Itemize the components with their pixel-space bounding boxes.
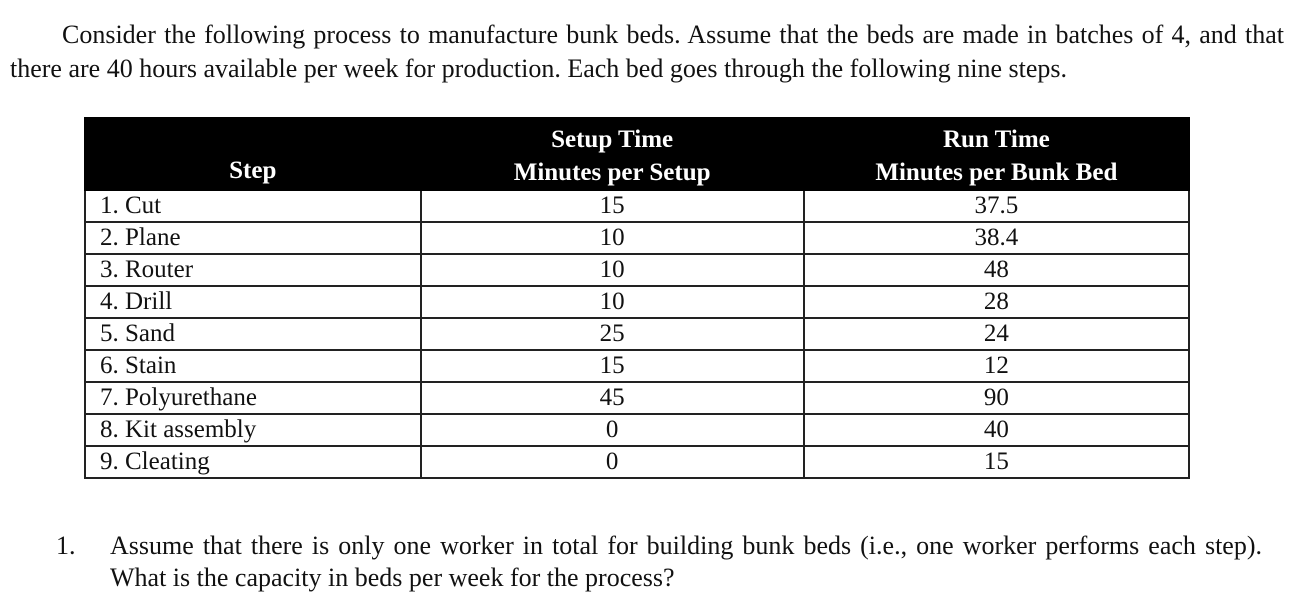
- cell-setup: 10: [421, 286, 804, 318]
- cell-run: 28: [804, 286, 1189, 318]
- cell-step: 2. Plane: [85, 222, 421, 254]
- table-row: [85, 318, 1189, 350]
- cell-setup: 10: [421, 254, 804, 286]
- cell-run: 37.5: [804, 190, 1189, 222]
- process-steps-table: [84, 117, 1190, 479]
- question-text: Assume that there is only one worker in total for building bunk beds (i.e., one worker performs each step). What is the capacity in beds per week for the process?: [110, 531, 1262, 592]
- cell-step: 4. Drill: [85, 286, 421, 318]
- cell-step: 9. Cleating: [85, 446, 421, 478]
- cell-step: 5. Sand: [85, 318, 421, 350]
- cell-setup: 45: [421, 382, 804, 414]
- header-step: [85, 118, 421, 190]
- cell-setup: 25: [421, 318, 804, 350]
- cell-setup: 15: [421, 350, 804, 382]
- cell-setup: 0: [421, 414, 804, 446]
- header-step-label: Step: [229, 157, 277, 184]
- cell-run: 90: [804, 382, 1189, 414]
- cell-run: 40: [804, 414, 1189, 446]
- cell-run: 38.4: [804, 222, 1189, 254]
- header-run-line2: Minutes per Bunk Bed: [875, 159, 1118, 186]
- table-row: [85, 222, 1189, 254]
- cell-step: 3. Router: [85, 254, 421, 286]
- table-row: [85, 414, 1189, 446]
- cell-run: 48: [804, 254, 1189, 286]
- cell-step: 1. Cut: [85, 190, 421, 222]
- cell-setup: 0: [421, 446, 804, 478]
- header-run-line1: Run Time: [942, 126, 1050, 153]
- header-setup-line1: Setup Time: [551, 126, 674, 153]
- table-header: [85, 118, 1189, 190]
- table-row: [85, 446, 1189, 478]
- table-row: [85, 190, 1189, 222]
- cell-setup: 15: [421, 190, 804, 222]
- cell-step: 8. Kit assembly: [85, 414, 421, 446]
- cell-run: 12: [804, 350, 1189, 382]
- cell-run: 24: [804, 318, 1189, 350]
- intro-paragraph: Consider the following process to manufacture bunk beds. Assume that the beds are made in batches of 4, and that there are 40 hours available per week for production. Each bed goes through the following nine steps.: [10, 20, 1284, 83]
- header-run-time: [804, 118, 1189, 190]
- question-item: [56, 530, 1262, 594]
- cell-step: 6. Stain: [85, 350, 421, 382]
- cell-step: 7. Polyurethane: [85, 382, 421, 414]
- header-setup-line2: Minutes per Setup: [513, 159, 711, 186]
- question-number: 1.: [56, 531, 76, 560]
- cell-run: 15: [804, 446, 1189, 478]
- table-body: [85, 190, 1189, 478]
- cell-setup: 10: [421, 222, 804, 254]
- table-row: [85, 350, 1189, 382]
- table-row: [85, 382, 1189, 414]
- table-row: [85, 286, 1189, 318]
- table-row: [85, 254, 1189, 286]
- header-setup-time: [421, 118, 804, 190]
